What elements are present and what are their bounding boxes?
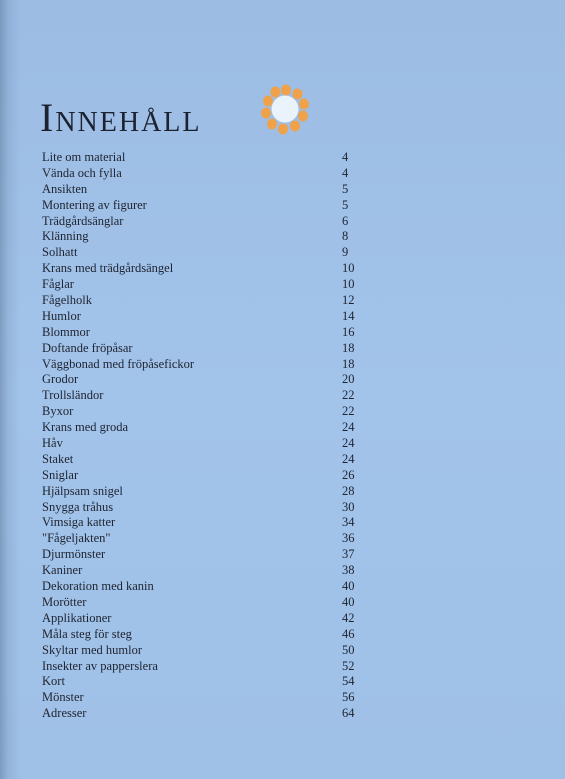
toc-entry <box>42 293 372 309</box>
table-of-contents <box>42 150 372 722</box>
toc-entry-page: 20 <box>342 372 355 387</box>
toc-entry-page: 10 <box>342 277 355 292</box>
toc-entry <box>42 277 372 293</box>
toc-entry <box>42 690 372 706</box>
toc-entry-page: 24 <box>342 436 355 451</box>
toc-entry-page: 4 <box>342 165 349 180</box>
toc-entry <box>42 515 372 531</box>
toc-entry-page: 64 <box>342 706 355 721</box>
toc-entry-page: 54 <box>342 674 355 689</box>
toc-entry-title: Håv <box>42 436 63 451</box>
toc-entry <box>42 436 372 452</box>
toc-entry <box>42 182 372 198</box>
toc-entry-page: 16 <box>342 324 355 339</box>
page-title: Innehåll <box>40 95 202 140</box>
toc-entry-title: Doftande fröpåsar <box>42 340 133 355</box>
toc-entry-title: Trädgårdsänglar <box>42 213 124 228</box>
toc-entry <box>42 404 372 420</box>
toc-entry-page: 22 <box>342 404 355 419</box>
toc-entry-title: Skyltar med humlor <box>42 642 142 657</box>
toc-entry-page: 8 <box>342 229 349 244</box>
toc-entry <box>42 261 372 277</box>
toc-entry <box>42 198 372 214</box>
toc-entry-page: 4 <box>342 150 349 164</box>
toc-entry-page: 18 <box>342 340 355 355</box>
toc-entry-title: Adresser <box>42 706 87 721</box>
flower-icon <box>256 82 316 140</box>
toc-entry-page: 30 <box>342 499 355 514</box>
toc-entry-page: 9 <box>342 245 349 260</box>
toc-entry-title: Fåglar <box>42 277 74 292</box>
toc-entry-page: 10 <box>342 261 355 276</box>
toc-entry <box>42 611 372 627</box>
toc-entry-page: 24 <box>342 451 355 466</box>
toc-entry-page: 46 <box>342 626 355 641</box>
toc-entry <box>42 245 372 261</box>
toc-entry-page: 38 <box>342 563 355 578</box>
toc-entry-title: Grodor <box>42 372 79 387</box>
toc-entry-page: 12 <box>342 293 355 308</box>
toc-entry-title: Kort <box>42 674 65 689</box>
toc-entry-page: 40 <box>342 579 355 594</box>
toc-entry <box>42 420 372 436</box>
toc-entry-title: Ansikten <box>42 181 88 196</box>
toc-entry-title: Lite om material <box>42 150 126 164</box>
toc-entry-title: Morötter <box>42 594 87 609</box>
toc-entry <box>42 341 372 357</box>
toc-entry <box>42 388 372 404</box>
toc-entry <box>42 325 372 341</box>
toc-entry-page: 42 <box>342 610 355 625</box>
toc-entry <box>42 706 372 722</box>
toc-entry <box>42 229 372 245</box>
toc-entry-page: 6 <box>342 213 349 228</box>
toc-entry-page: 40 <box>342 594 355 609</box>
toc-entry-title: Blommor <box>42 324 90 339</box>
toc-entry <box>42 484 372 500</box>
toc-entry <box>42 357 372 373</box>
toc-entry-title: Humlor <box>42 308 81 323</box>
toc-entry-title: Insekter av papperslera <box>42 658 158 673</box>
toc-entry-page: 26 <box>342 467 355 482</box>
toc-entry <box>42 627 372 643</box>
toc-entry-page: 28 <box>342 483 355 498</box>
toc-entry-title: Applikationer <box>42 610 112 625</box>
toc-entry <box>42 643 372 659</box>
toc-entry-title: Byxor <box>42 404 74 419</box>
toc-entry-title: Montering av figurer <box>42 197 147 212</box>
toc-entry-title: Vända och fylla <box>42 165 122 180</box>
toc-entry <box>42 531 372 547</box>
toc-entry <box>42 595 372 611</box>
toc-entry-page: 18 <box>342 356 355 371</box>
toc-entry-title: Kaniner <box>42 563 83 578</box>
toc-entry-title: Måla steg för steg <box>42 626 132 641</box>
toc-entry-title: Väggbonad med fröpåsefickor <box>42 356 195 371</box>
toc-entry-page: 5 <box>342 181 349 196</box>
toc-entry-page: 37 <box>342 547 355 562</box>
toc-entry-title: Vimsiga katter <box>42 515 116 530</box>
toc-entry-page: 22 <box>342 388 355 403</box>
toc-entry-title: Fågelholk <box>42 293 92 308</box>
toc-entry-title: Djurmönster <box>42 547 106 562</box>
flower-center <box>272 96 299 123</box>
toc-entry-title: Krans med groda <box>42 420 129 435</box>
toc-entry-title: Staket <box>42 451 74 466</box>
toc-entry-page: 5 <box>342 197 349 212</box>
toc-entry <box>42 659 372 675</box>
toc-entry-title: "Fågeljakten" <box>42 531 111 546</box>
toc-entry <box>42 309 372 325</box>
toc-entry-title: Mönster <box>42 690 84 705</box>
toc-entry <box>42 579 372 595</box>
toc-entry <box>42 166 372 182</box>
toc-entry-title: Solhatt <box>42 245 78 260</box>
toc-entry-title: Trollsländor <box>42 388 104 403</box>
header <box>40 84 202 138</box>
toc-entry <box>42 372 372 388</box>
toc-entry <box>42 468 372 484</box>
toc-entry-page: 36 <box>342 531 355 546</box>
toc-entry-page: 52 <box>342 658 355 673</box>
toc-entry <box>42 674 372 690</box>
toc-entry <box>42 500 372 516</box>
toc-entry <box>42 150 372 166</box>
toc-entry <box>42 563 372 579</box>
toc-entry-title: Hjälpsam snigel <box>42 483 123 498</box>
toc-entry <box>42 214 372 230</box>
toc-entry-page: 14 <box>342 308 355 323</box>
toc-entry-page: 34 <box>342 515 355 530</box>
toc-entry-page: 24 <box>342 420 355 435</box>
toc-entry <box>42 452 372 468</box>
toc-entry <box>42 547 372 563</box>
toc-entry-title: Sniglar <box>42 467 79 482</box>
toc-entry-page: 50 <box>342 642 355 657</box>
toc-entry-page: 56 <box>342 690 355 705</box>
toc-entry-title: Dekoration med kanin <box>42 579 154 594</box>
toc-entry-title: Krans med trädgårdsängel <box>42 261 174 276</box>
toc-entry-title: Snygga tråhus <box>42 499 114 514</box>
toc-entry-title: Klänning <box>42 229 89 244</box>
